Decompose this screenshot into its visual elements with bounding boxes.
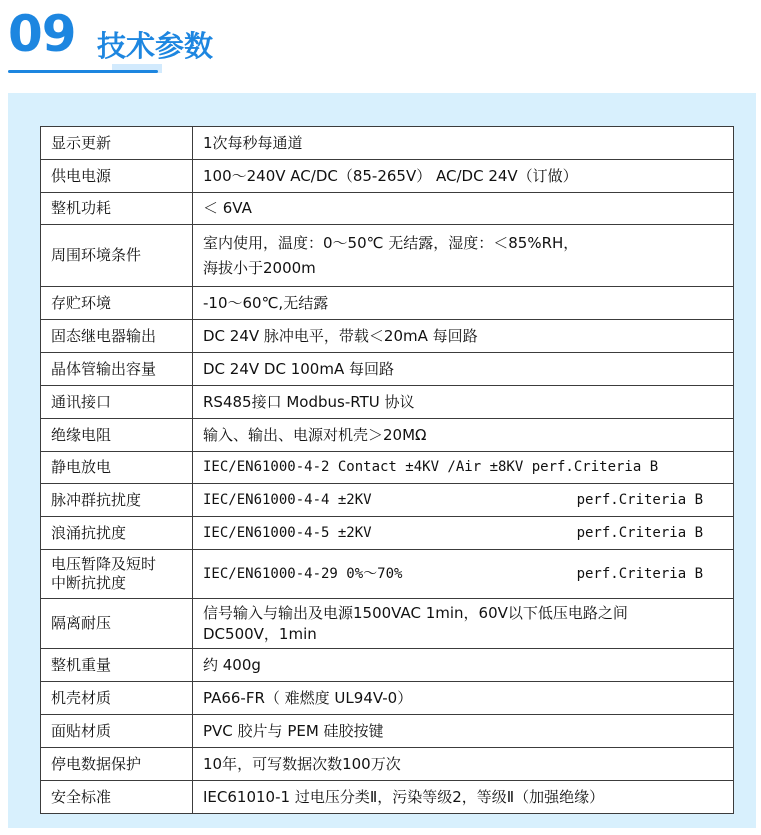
- spec-value: 10年，可写数据次数100万次: [193, 748, 734, 781]
- table-row: [41, 225, 734, 287]
- spec-label: 绝缘电阻: [41, 419, 193, 452]
- spec-value-line: [203, 491, 703, 510]
- spec-value-line: [203, 524, 703, 543]
- spec-label: 安全标准: [41, 781, 193, 814]
- spec-label: 脉冲群抗扰度: [41, 484, 193, 517]
- spec-label: 显示更新: [41, 127, 193, 160]
- spec-value: [193, 484, 734, 517]
- spec-label: 固态继电器输出: [41, 320, 193, 353]
- spec-label: 机壳材质: [41, 682, 193, 715]
- spec-value: [193, 599, 734, 649]
- spec-value: RS485接口 Modbus-RTU 协议: [193, 386, 734, 419]
- section-title: 技术参数: [97, 29, 214, 63]
- spec-value: PVC 胶片与 PEM 硅胶按键: [193, 715, 734, 748]
- spec-value-line: DC500V，1min: [203, 624, 317, 643]
- spec-value-main: IEC/EN61000-4-29 0%～70%: [203, 565, 403, 582]
- table-row: [41, 517, 734, 550]
- spec-value-line: 海拔小于2000m: [203, 258, 316, 277]
- spec-label: 面贴材质: [41, 715, 193, 748]
- spec-value: DC 24V DC 100mA 每回路: [193, 353, 734, 386]
- spec-label: 供电电源: [41, 160, 193, 193]
- table-row: [41, 781, 734, 814]
- spec-value: DC 24V 脉冲电平，带载＜20mA 每回路: [193, 320, 734, 353]
- spec-value: IEC/EN61000-4-2 Contact ±4KV /Air ±8KV perf.Criteria B: [193, 452, 734, 484]
- table-row: [41, 748, 734, 781]
- spec-value: IEC61010-1 过电压分类Ⅱ，污染等级2，等级Ⅱ（加强绝缘）: [193, 781, 734, 814]
- spec-value: 100～240V AC/DC（85-265V） AC/DC 24V（订做）: [193, 160, 734, 193]
- spec-label: 浪涌抗扰度: [41, 517, 193, 550]
- table-row: [41, 550, 734, 599]
- table-row: [41, 193, 734, 225]
- spec-value: ＜ 6VA: [193, 193, 734, 225]
- spec-value-main: IEC/EN61000-4-5 ±2KV: [203, 524, 372, 541]
- table-row: [41, 452, 734, 484]
- spec-table: [40, 126, 734, 814]
- spec-value-main: IEC/EN61000-4-4 ±2KV: [203, 491, 372, 508]
- spec-value: 输入、输出、电源对机壳＞20MΩ: [193, 419, 734, 452]
- spec-label: 静电放电: [41, 452, 193, 484]
- table-row: [41, 484, 734, 517]
- spec-value: 约 400g: [193, 649, 734, 682]
- section-number: 09: [8, 5, 76, 63]
- spec-value-criteria: perf.Criteria B: [576, 565, 703, 582]
- spec-value: 1次每秒每通道: [193, 127, 734, 160]
- spec-value: [193, 517, 734, 550]
- spec-value-line: [203, 565, 703, 584]
- spec-label-line: 中断抗扰度: [51, 574, 127, 592]
- spec-value: -10～60℃,无结露: [193, 287, 734, 320]
- table-row: [41, 599, 734, 649]
- table-row: [41, 386, 734, 419]
- spec-label: 整机功耗: [41, 193, 193, 225]
- spec-value: [193, 550, 734, 599]
- spec-label: 停电数据保护: [41, 748, 193, 781]
- table-row: [41, 649, 734, 682]
- table-row: [41, 353, 734, 386]
- spec-value-criteria: perf.Criteria B: [576, 491, 703, 508]
- spec-label: 通讯接口: [41, 386, 193, 419]
- spec-value: PA66-FR（ 难燃度 UL94V-0）: [193, 682, 734, 715]
- table-row: [41, 127, 734, 160]
- header-underline: [8, 70, 158, 73]
- spec-label: 周围环境条件: [41, 225, 193, 287]
- table-row: [41, 287, 734, 320]
- spec-value-line: 室内使用，温度：0～50℃ 无结露，湿度：＜85%RH，: [203, 233, 579, 252]
- table-row: [41, 160, 734, 193]
- spec-label: 存贮环境: [41, 287, 193, 320]
- spec-label: [41, 550, 193, 599]
- table-row: [41, 419, 734, 452]
- spec-label: 隔离耐压: [41, 599, 193, 649]
- spec-label: 晶体管输出容量: [41, 353, 193, 386]
- table-row: [41, 682, 734, 715]
- spec-value-line: 信号输入与输出及电源1500VAC 1min，60V以下低压电路之间: [203, 603, 628, 622]
- spec-value: [193, 225, 734, 287]
- table-row: [41, 320, 734, 353]
- spec-label: 整机重量: [41, 649, 193, 682]
- table-row: [41, 715, 734, 748]
- spec-value-criteria: perf.Criteria B: [576, 524, 703, 541]
- spec-label-line: 电压暂降及短时: [51, 555, 157, 573]
- section-header: [0, 0, 761, 92]
